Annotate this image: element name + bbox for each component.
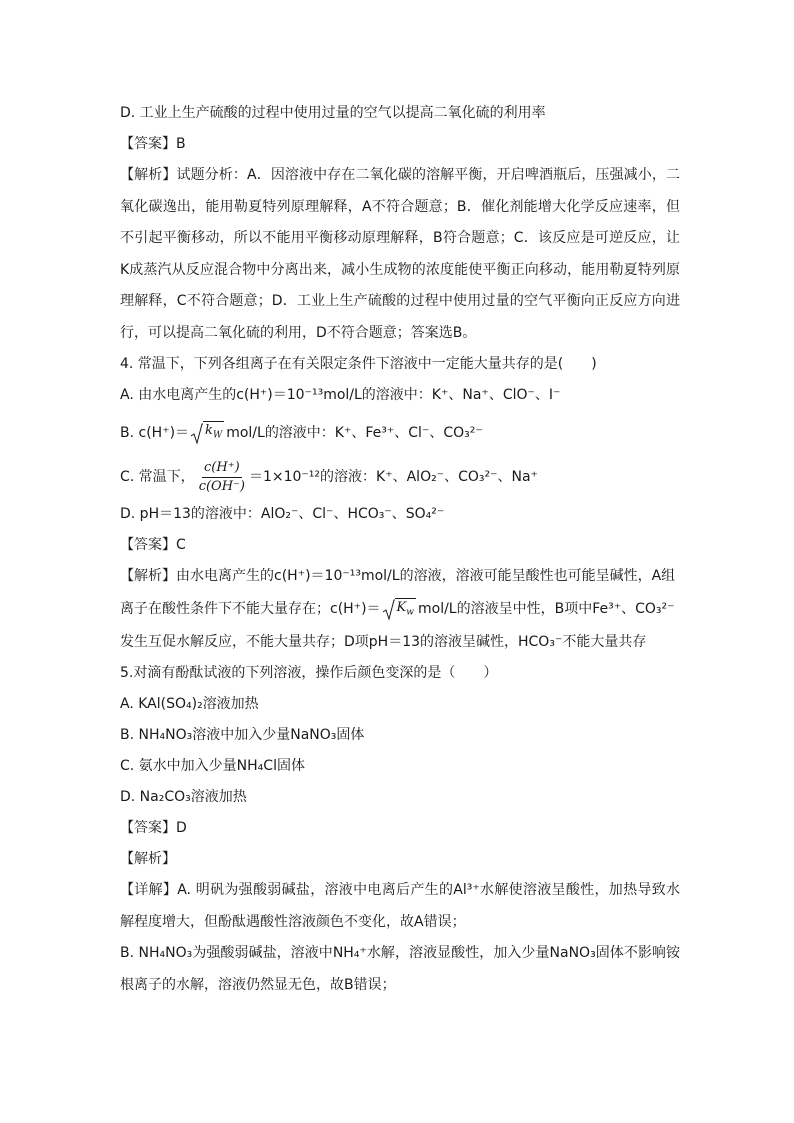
question-4-option-c bbox=[120, 455, 680, 499]
analysis-line-2-prefix: 离子在酸性条件下不能大量存在；c(H⁺)＝ bbox=[120, 601, 381, 617]
fraction-numerator: c(H⁺) bbox=[202, 460, 242, 478]
detail-paragraph-a: 【详解】A. 明矾为强酸弱碱盐，溶液中电离后产生的Al³⁺水解使溶液呈酸性，加热导致水解程度增大，但酚酞遇酸性溶液颜色不变化，故A错误； bbox=[120, 882, 680, 930]
document-page bbox=[120, 98, 680, 1001]
answer-label: 【答案】D bbox=[120, 820, 187, 836]
analysis-paragraph: 【解析】试题分析：A．因溶液中存在二氧化碳的溶解平衡，开启啤酒瓶后，压强减小，二氧化碳逸出，能用勒夏特列原理解释，A不符合题意；B．催化剂能增大化学反应速率，但不引起平衡移动，所以不能用平衡移动原理解释，B符合题意；C．该反应是可逆反应，让K成蒸汽从反应混合物中分离出来，减小生成物的浓度能使平衡正向移动，能用勒夏特列原理解释，C不符合题意；D．工业上生产硫酸的过程中使用过量的空气平衡向正反应方向进行，可以提高二氧化硫的利用，D不符合题意；答案选B。 bbox=[120, 167, 680, 341]
option-c-suffix: ＝1×10⁻¹²的溶液：K⁺、AlO₂⁻、CO₃²⁻、Na⁺ bbox=[248, 469, 538, 485]
question-4-stem: 4. 常温下，下列各组离子在有关限定条件下溶液中一定能大量共存的是( ) bbox=[120, 356, 597, 372]
ratio-fraction bbox=[197, 460, 247, 495]
analysis-line-3: 发生互促水解反应，不能大量共存；D项pH＝13的溶液呈碱性，HCO₃⁻不能大量共存 bbox=[120, 634, 647, 650]
question-5-option-b: B. NH₄NO₃溶液中加入少量NaNO₃固体 bbox=[120, 727, 365, 743]
radical-sign-icon bbox=[191, 423, 203, 445]
detail-paragraph-b: B. NH₄NO₃为强酸弱碱盐，溶液中NH₄⁺水解，溶液显酸性，加入少量NaNO₃固体不影响铵根离子的水解，溶液仍然显无色，故B错误； bbox=[120, 945, 680, 993]
analysis-line-2-suffix: mol/L的溶液呈中性，B项中Fe³⁺、CO₃²⁻ bbox=[417, 601, 675, 617]
radicand: K bbox=[396, 599, 407, 615]
option-d-text: D. 工业上生产硫酸的过程中使用过量的空气以提高二氧化硫的利用率 bbox=[120, 105, 546, 121]
question-5-option-d: D. Na₂CO₃溶液加热 bbox=[120, 789, 247, 805]
radicand-subscript: W bbox=[212, 430, 223, 441]
analysis-line-2 bbox=[120, 592, 680, 627]
analysis-heading: 【解析】 bbox=[120, 851, 176, 867]
sqrt-kw bbox=[191, 421, 224, 445]
option-c-prefix: C. 常温下， bbox=[120, 469, 195, 485]
question-5-option-a: A. KAl(SO₄)₂溶液加热 bbox=[120, 696, 259, 712]
radicand-subscript: w bbox=[406, 607, 414, 618]
fraction-denominator: c(OH⁻) bbox=[198, 478, 245, 494]
question-4-option-a: A. 由水电离产生的c(H⁺)＝10⁻¹³mol/L的溶液中：K⁺、Na⁺、ClO⁻、I⁻ bbox=[120, 387, 561, 403]
question-4-option-d: D. pH＝13的溶液中：AlO₂⁻、Cl⁻、HCO₃⁻、SO₄²⁻ bbox=[120, 506, 445, 522]
sqrt-kw bbox=[383, 598, 416, 622]
option-b-suffix: mol/L的溶液中：K⁺、Fe³⁺、Cl⁻、CO₃²⁻ bbox=[226, 425, 483, 441]
question-5-option-c: C. 氨水中加入少量NH₄Cl固体 bbox=[120, 758, 305, 774]
answer-label: 【答案】B bbox=[120, 136, 186, 152]
question-4-option-b bbox=[120, 411, 680, 455]
radicand: k bbox=[205, 423, 213, 439]
option-b-prefix: B. c(H⁺)＝ bbox=[120, 425, 190, 441]
radical-sign-icon bbox=[383, 599, 395, 621]
analysis-line-1: 【解析】由水电离产生的c(H⁺)＝10⁻¹³mol/L的溶液，溶液可能呈酸性也可能呈碱性，A组 bbox=[120, 568, 676, 584]
question-5-stem: 5.对滴有酚酞试液的下列溶液，操作后颜色变深的是（ ） bbox=[120, 665, 498, 681]
answer-label: 【答案】C bbox=[120, 537, 186, 553]
